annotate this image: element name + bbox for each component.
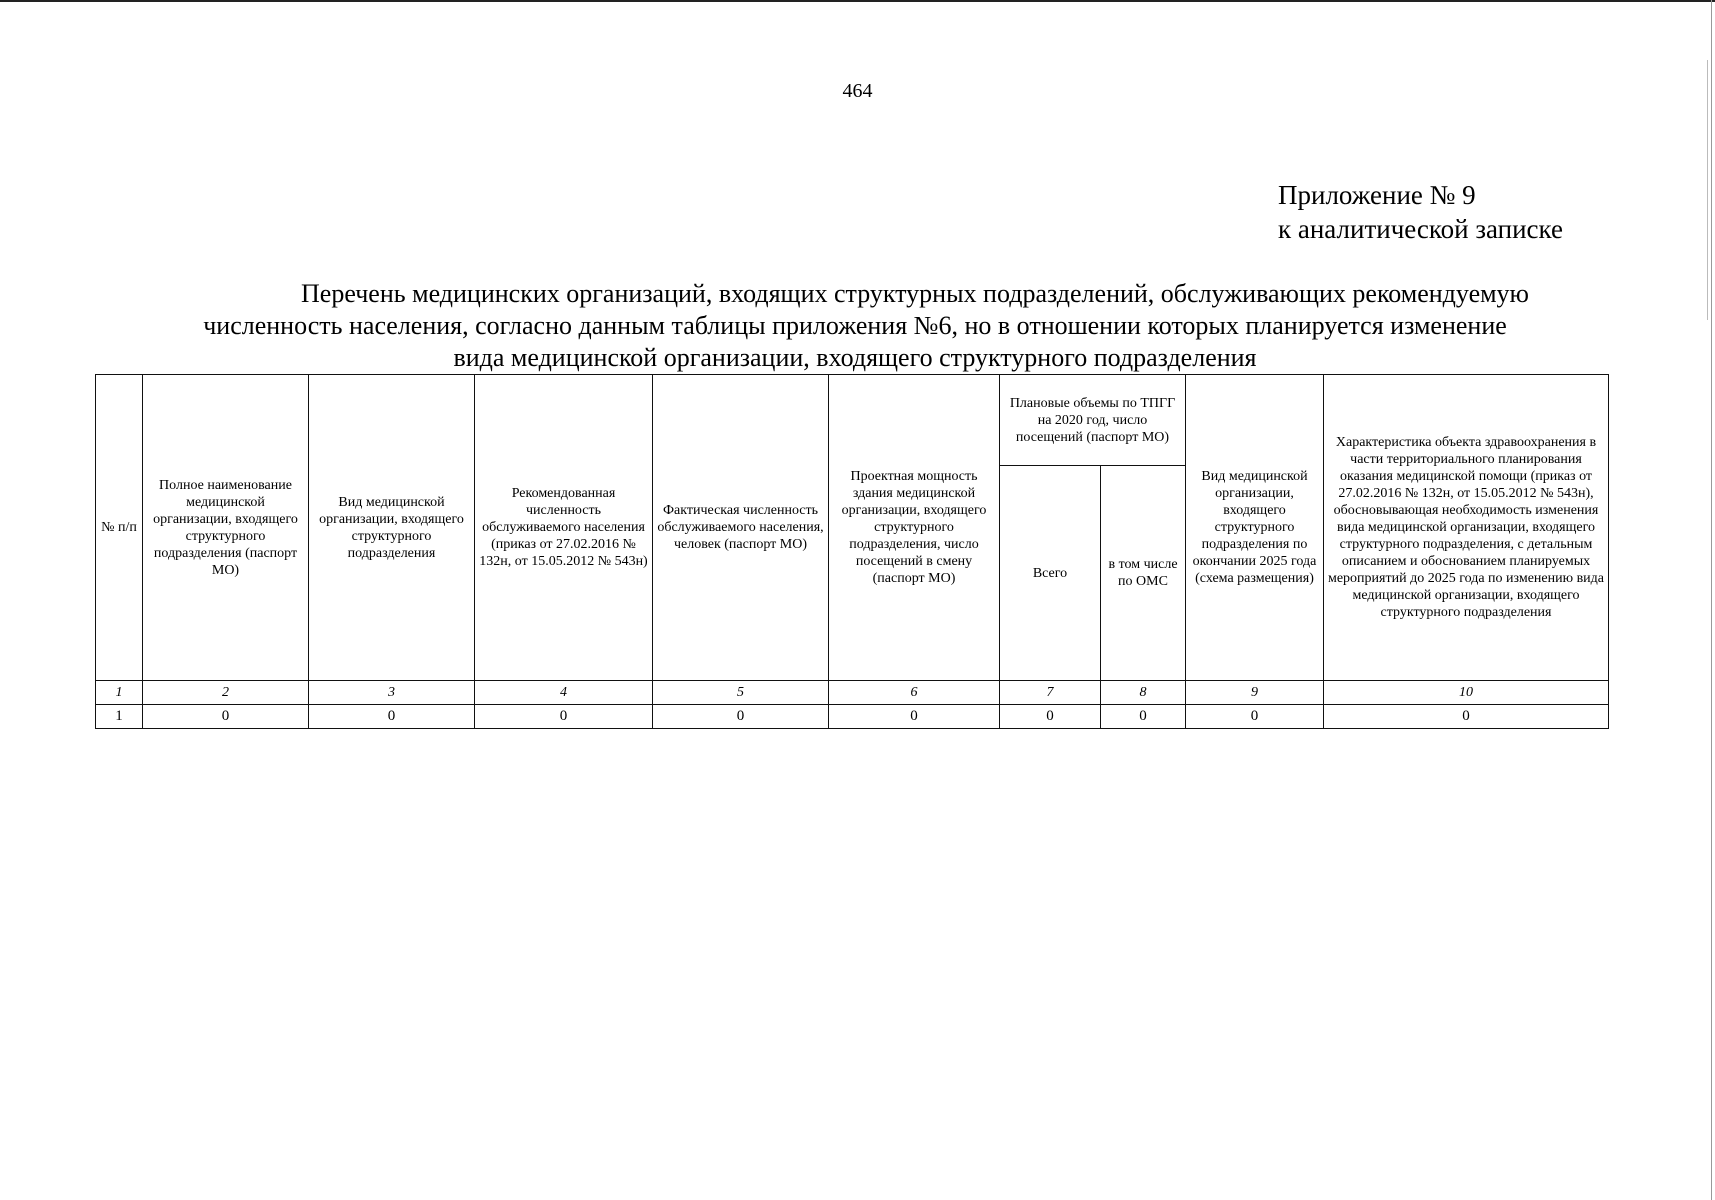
column-number: 10 [1324,681,1609,705]
table-row [96,705,1609,729]
table-cell: 0 [1324,705,1609,729]
column-number: 6 [829,681,1000,705]
header-col-8: в том числе по ОМС [1101,466,1186,681]
appendix-line-2: к аналитической записке [1278,214,1563,244]
header-col-3: Вид медицинской организации, входящего структурного подразделения [309,375,475,681]
column-number: 7 [1000,681,1101,705]
scan-right-edge [1711,0,1712,1200]
document-title [95,278,1615,374]
scan-top-border [0,0,1715,2]
header-row-1 [96,375,1609,466]
header-col-4: Рекомендованная численность обслуживаемого населения (приказ от 27.02.2016 № 132н, от 15.05.2012 № 543н) [475,375,653,681]
header-col-9: Вид медицинской организации, входящего структурного подразделения по окончании 2025 года (схема размещения) [1186,375,1324,681]
table-cell: 0 [309,705,475,729]
table-cell: 0 [475,705,653,729]
column-number: 4 [475,681,653,705]
header-col-7: Всего [1000,466,1101,681]
header-col-10: Характеристика объекта здравоохранения в части территориального планирования оказания медицинской помощи (приказ от 27.02.2016 № 132н, от 15.05.2012 № 543н), обосновывающая необходимость изменения вида медицинской организации, входящего структурного подразделения, с детальным описанием и обоснованием планируемых мероприятий до 2025 года по изменению вида медицинской организации, входящего структурного подразделения [1324,375,1609,681]
organizations-table [95,374,1609,729]
column-number-row [96,681,1609,705]
title-line-3: вида медицинской организации, входящего структурного подразделения [453,343,1257,372]
title-line-1: Перечень медицинских организаций, входящих структурных подразделений, обслуживающих рекомендуемую [301,279,1529,308]
appendix-line-1: Приложение № 9 [1278,180,1476,210]
title-line-2: численность населения, согласно данным таблицы приложения №6, но в отношении которых планируется изменение [203,311,1507,340]
table-cell: 0 [1101,705,1186,729]
header-col-2: Полное наименование медицинской организации, входящего структурного подразделения (паспорт МО) [143,375,309,681]
header-col-1: № п/п [96,375,143,681]
table-cell: 0 [1186,705,1324,729]
table-cell: 0 [653,705,829,729]
column-number: 2 [143,681,309,705]
table-cell: 0 [1000,705,1101,729]
table-cell: 0 [829,705,1000,729]
column-number: 9 [1186,681,1324,705]
header-col-6: Проектная мощность здания медицинской организации, входящего структурного подразделения, число посещений в смену (паспорт МО) [829,375,1000,681]
column-number: 1 [96,681,143,705]
header-col-7-8-group: Плановые объемы по ТПГГ на 2020 год, число посещений (паспорт МО) [1000,375,1186,466]
column-number: 3 [309,681,475,705]
table-cell: 1 [96,705,143,729]
table-cell: 0 [143,705,309,729]
header-col-5: Фактическая численность обслуживаемого населения, человек (паспорт МО) [653,375,829,681]
page-number: 464 [842,80,873,102]
column-number: 8 [1101,681,1186,705]
column-number: 5 [653,681,829,705]
appendix-reference [1278,178,1563,246]
